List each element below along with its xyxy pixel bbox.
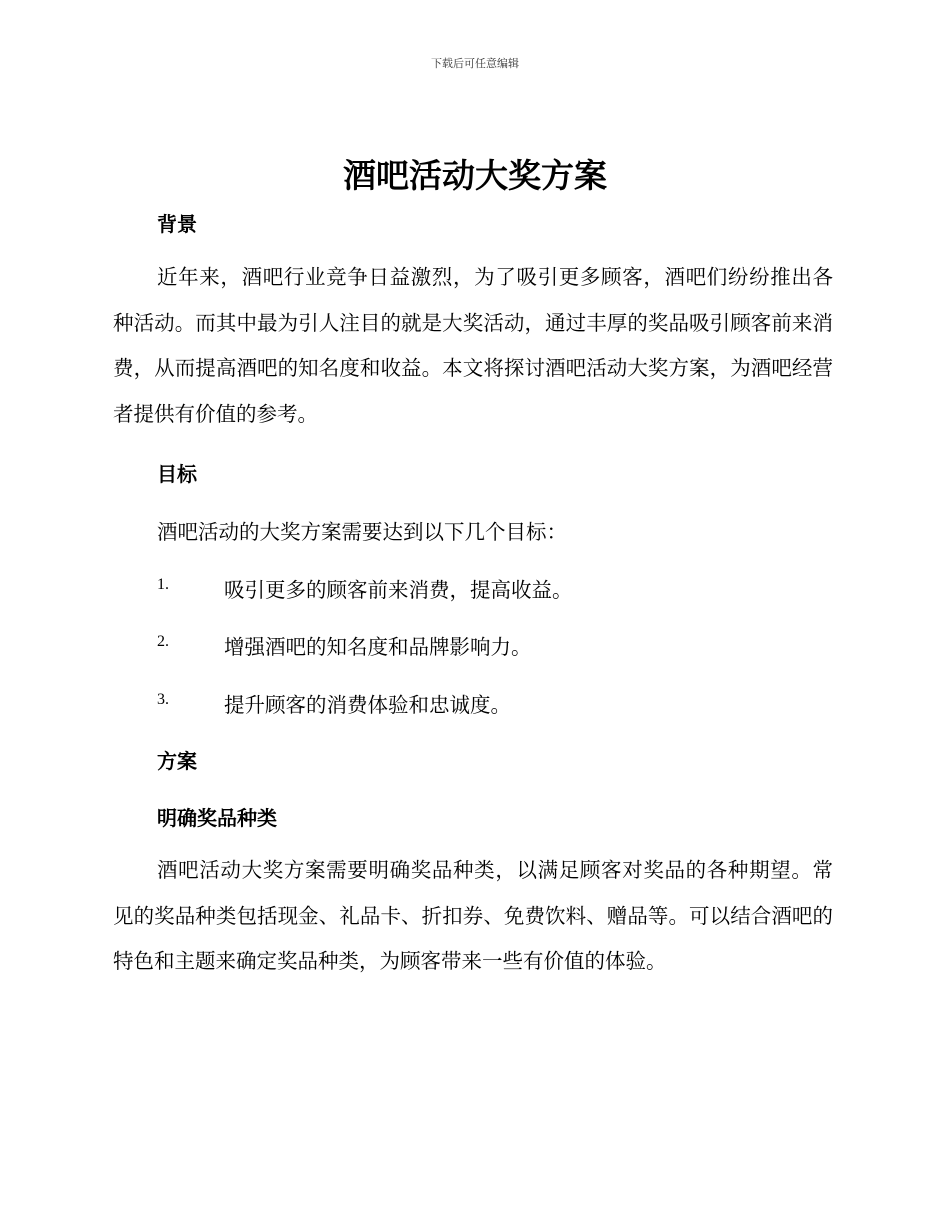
background-paragraph: 近年来，酒吧行业竞争日益激烈，为了吸引更多顾客，酒吧们纷纷推出各种活动。而其中最为引人注目的就是大奖活动，通过丰厚的奖品吸引顾客前来消费，从而提高酒吧的知名度和收益。本文将探讨酒吧活动大奖方案，为酒吧经营者提供有价值的参考。 — [113, 265, 833, 426]
list-number: 3. — [157, 691, 169, 708]
goals-intro: 酒吧活动的大奖方案需要达到以下几个目标： — [157, 520, 567, 544]
list-text: 提升顾客的消费体验和忠诚度。 — [224, 693, 511, 717]
list-text: 吸引更多的顾客前来消费，提高收益。 — [224, 578, 573, 602]
document-title: 酒吧活动大奖方案 — [343, 156, 607, 195]
page-header-note: 下载后可任意编辑 — [431, 57, 519, 70]
section-heading-background: 背景 — [157, 212, 197, 236]
list-number: 2. — [157, 633, 169, 650]
list-number: 1. — [157, 576, 169, 593]
list-text: 增强酒吧的知名度和品牌影响力。 — [224, 635, 532, 659]
section-heading-plan: 方案 — [157, 749, 197, 773]
section-heading-goals: 目标 — [157, 462, 197, 486]
plan-paragraph: 酒吧活动大奖方案需要明确奖品种类，以满足顾客对奖品的各种期望。常见的奖品种类包括现金、礼品卡、折扣券、免费饮料、赠品等。可以结合酒吧的特色和主题来确定奖品种类，为顾客带来一些有价值的体验。 — [113, 858, 833, 973]
subsection-heading-prize-types: 明确奖品种类 — [157, 806, 277, 830]
